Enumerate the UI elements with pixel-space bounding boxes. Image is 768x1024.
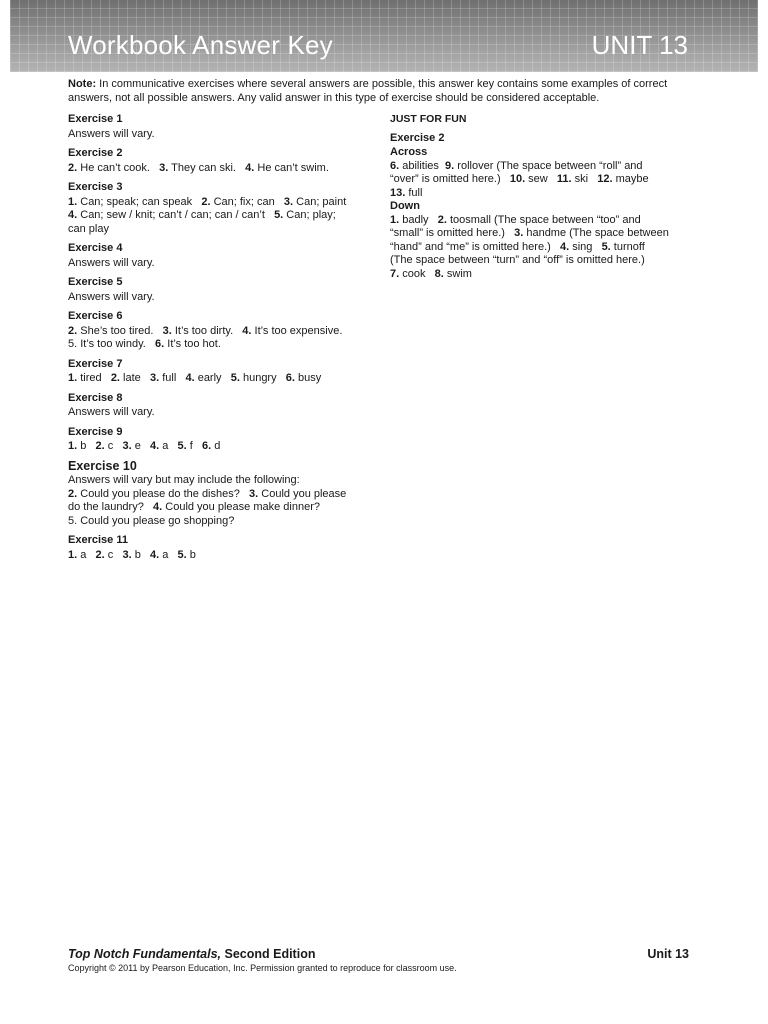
answer-text: a (159, 440, 178, 452)
answer-text: full (405, 186, 423, 199)
answer-text: early (194, 372, 231, 384)
answer-line (68, 549, 368, 563)
answer-text: Could you please (258, 487, 347, 500)
exercise-block (68, 460, 368, 529)
answer-text: Answers will vary. (68, 406, 155, 418)
answer-text: “hand” and “me” is omitted here.) (390, 240, 560, 253)
answer-line (68, 291, 368, 305)
answer-text: b (77, 440, 96, 452)
answer-text: “small” is omitted here.) (390, 227, 515, 239)
across-heading: Across (390, 146, 428, 158)
item-number: 9. (445, 159, 455, 172)
item-number: 4. (149, 548, 160, 561)
exercise-title: Exercise 6 (68, 310, 123, 322)
answer-text: Can; fix; can (210, 195, 284, 208)
answer-line (68, 128, 368, 142)
just-for-fun-heading: JUST FOR FUN (390, 113, 467, 125)
answer-text: badly (399, 213, 438, 226)
answer-line (68, 515, 368, 529)
item-number: 3. (514, 227, 524, 239)
answer-line (68, 474, 368, 488)
item-number: 2. (68, 324, 78, 337)
answer-text: (The space between “turn” and “off” is omitted here.) (390, 254, 645, 266)
answer-text: It’s too dirty. (171, 324, 243, 337)
answer-line (68, 223, 368, 237)
answer-text: She’s too tired. (77, 324, 163, 337)
answer-text: Can; sew / knit; can’t / can; can / can’t (77, 209, 275, 221)
answer-line (68, 209, 368, 223)
copyright-notice: Copyright © 2011 by Pearson Education, Inc. Permission granted to reproduce for classroom use. (68, 963, 457, 973)
exercise-block (68, 181, 368, 236)
answer-line (68, 406, 368, 420)
footer-unit-label: Unit 13 (647, 947, 689, 961)
answer-text: sew (525, 173, 557, 185)
answer-line (68, 440, 368, 454)
answer-text: toosmall (The space between “too” and (446, 213, 641, 226)
book-title: Top Notch Fundamentals, (68, 947, 222, 961)
answer-text: He can’t cook. (77, 161, 160, 174)
exercise-title: Exercise 11 (68, 534, 128, 546)
answer-text: e (131, 440, 150, 452)
answer-text: full (159, 372, 186, 384)
item-number: 6. (390, 159, 400, 172)
answer-text: 5. Could you please go shopping? (68, 514, 235, 527)
item-number: 3. (249, 487, 259, 500)
answer-text: swim (443, 267, 472, 280)
item-number: 12. (597, 173, 613, 185)
item-number: 2. (95, 548, 105, 561)
answer-text: abilities (399, 159, 446, 172)
item-number: 3. (122, 440, 132, 452)
book-edition: Second Edition (221, 947, 316, 961)
answer-text: do the laundry? (68, 501, 154, 513)
item-number: 4. (68, 209, 78, 221)
exercise-title: Exercise 10 (68, 458, 137, 473)
item-number: 5. (274, 209, 284, 221)
answer-text: Can; paint (293, 195, 347, 208)
item-number: 5. (601, 240, 611, 253)
answer-text: They can ski. (168, 161, 246, 174)
answer-text: 5. It’s too windy. (68, 338, 156, 350)
item-number: 4. (149, 440, 160, 452)
exercise-block (68, 242, 368, 270)
answer-text: Can; speak; can speak (77, 195, 202, 208)
down-heading: Down (390, 200, 420, 212)
answer-text: Could you please do the dishes? (77, 487, 250, 500)
answer-text: c (104, 548, 123, 561)
item-number: 3. (159, 161, 169, 174)
item-number: 6. (285, 372, 295, 384)
answer-text: hungry (239, 372, 286, 384)
note-text: In communicative exercises where several answers are possible, this answer key contains some examples of correct answers, not all possible answers. Any valid answer in this type of exercise should be considered acceptable. (68, 78, 668, 104)
item-number: 6. (201, 440, 212, 452)
answer-text: busy (294, 372, 322, 384)
exercise-block (68, 147, 368, 175)
exercise-block (68, 358, 368, 386)
answer-text: a (159, 548, 178, 561)
exercise-block (68, 113, 368, 141)
item-number: 3. (283, 195, 294, 208)
answer-line (68, 501, 368, 515)
right-answer-column (390, 113, 690, 281)
item-number: 2. (68, 487, 78, 500)
answer-line (390, 160, 690, 174)
answer-line (390, 254, 690, 268)
answer-line (390, 187, 690, 201)
answer-text: rollover (The space between “roll” and (454, 159, 643, 172)
item-number: 13. (390, 186, 406, 199)
item-number: 5. (230, 372, 240, 384)
answer-text: b (186, 548, 196, 561)
answer-text: “over” is omitted here.) (390, 173, 510, 185)
answer-text: b (131, 548, 150, 561)
answer-text: c (104, 440, 123, 452)
item-number: 4. (242, 324, 252, 337)
answer-text: handme (The space between (523, 227, 669, 239)
exercise-title: Exercise 8 (68, 391, 123, 404)
item-number: 3. (162, 324, 172, 337)
page-header-banner (10, 0, 758, 72)
exercise-block (68, 276, 368, 304)
answer-text: ski (571, 173, 598, 185)
across-answers (390, 160, 690, 201)
item-number: 4. (245, 161, 255, 174)
answer-text: It’s too expensive. (251, 324, 343, 337)
unit-label: UNIT 13 (591, 30, 688, 60)
answer-text: Answers will vary. (68, 127, 155, 140)
item-number: 8. (434, 267, 444, 280)
exercise-title: Exercise 2 (390, 131, 445, 144)
item-number: 1. (390, 213, 400, 226)
item-number: 5. (177, 548, 187, 561)
down-answers (390, 214, 690, 282)
page-title: Workbook Answer Key (68, 30, 333, 60)
answer-line (68, 488, 368, 502)
item-number: 7. (390, 267, 400, 280)
answer-line (68, 372, 368, 386)
exercise-title: Exercise 4 (68, 242, 123, 254)
answer-line (68, 325, 368, 339)
item-number: 3. (122, 548, 132, 561)
item-number: 1. (68, 548, 78, 561)
answer-line (68, 338, 368, 352)
item-number: 11. (556, 173, 572, 185)
answer-text: can play (68, 222, 109, 235)
exercise-title: Exercise 7 (68, 357, 123, 370)
answer-text: maybe (612, 173, 649, 185)
answer-text: Answers will vary but may include the following: (68, 474, 300, 486)
answer-text: Answers will vary. (68, 256, 155, 269)
answer-text: tired (77, 372, 111, 384)
note-label: Note: (68, 78, 97, 90)
item-number: 1. (68, 195, 78, 208)
answer-line (68, 196, 368, 210)
exercise-block (68, 426, 368, 454)
exercise-title: Exercise 9 (68, 425, 123, 438)
item-number: 2. (68, 161, 78, 174)
item-number: 4. (185, 372, 195, 384)
answer-text: turnoff (610, 240, 645, 253)
answer-line (390, 268, 690, 282)
answer-text: f (186, 440, 202, 452)
item-number: 2. (110, 372, 120, 384)
item-number: 2. (201, 195, 211, 208)
item-number: 10. (509, 173, 526, 185)
item-number: 1. (68, 372, 78, 384)
answer-text: Could you please make dinner? (162, 501, 320, 513)
footer-book-title (68, 947, 315, 961)
answer-line (390, 241, 690, 255)
exercise-title: Exercise 2 (68, 147, 123, 159)
exercise-title: Exercise 3 (68, 181, 123, 193)
item-number: 3. (149, 372, 160, 384)
item-number: 5. (177, 440, 187, 452)
answer-text: a (77, 548, 96, 561)
answer-line (390, 214, 690, 228)
answer-text: He can’t swim. (254, 161, 329, 174)
item-number: 4. (153, 501, 163, 513)
exercise-block (68, 392, 368, 420)
exercise-block (68, 310, 368, 352)
answer-text: Answers will vary. (68, 290, 155, 303)
item-number: 2. (95, 440, 105, 452)
left-answer-column (68, 113, 368, 568)
answer-text: d (211, 440, 221, 452)
answer-line (68, 162, 368, 176)
item-number: 1. (68, 440, 78, 452)
note-paragraph (68, 78, 708, 105)
answer-line (390, 173, 690, 187)
exercise-title: Exercise 5 (68, 276, 123, 288)
answer-text: It’s too hot. (164, 338, 221, 350)
exercise-block (68, 534, 368, 562)
answer-text: late (120, 372, 150, 384)
answer-line (390, 227, 690, 241)
answer-text: cook (399, 267, 435, 280)
answer-text: Can; play; (283, 209, 336, 221)
exercise-title: Exercise 1 (68, 113, 123, 125)
answer-text: sing (569, 240, 602, 253)
item-number: 2. (437, 213, 447, 226)
item-number: 6. (155, 338, 165, 350)
item-number: 4. (559, 240, 570, 253)
answer-line (68, 257, 368, 271)
